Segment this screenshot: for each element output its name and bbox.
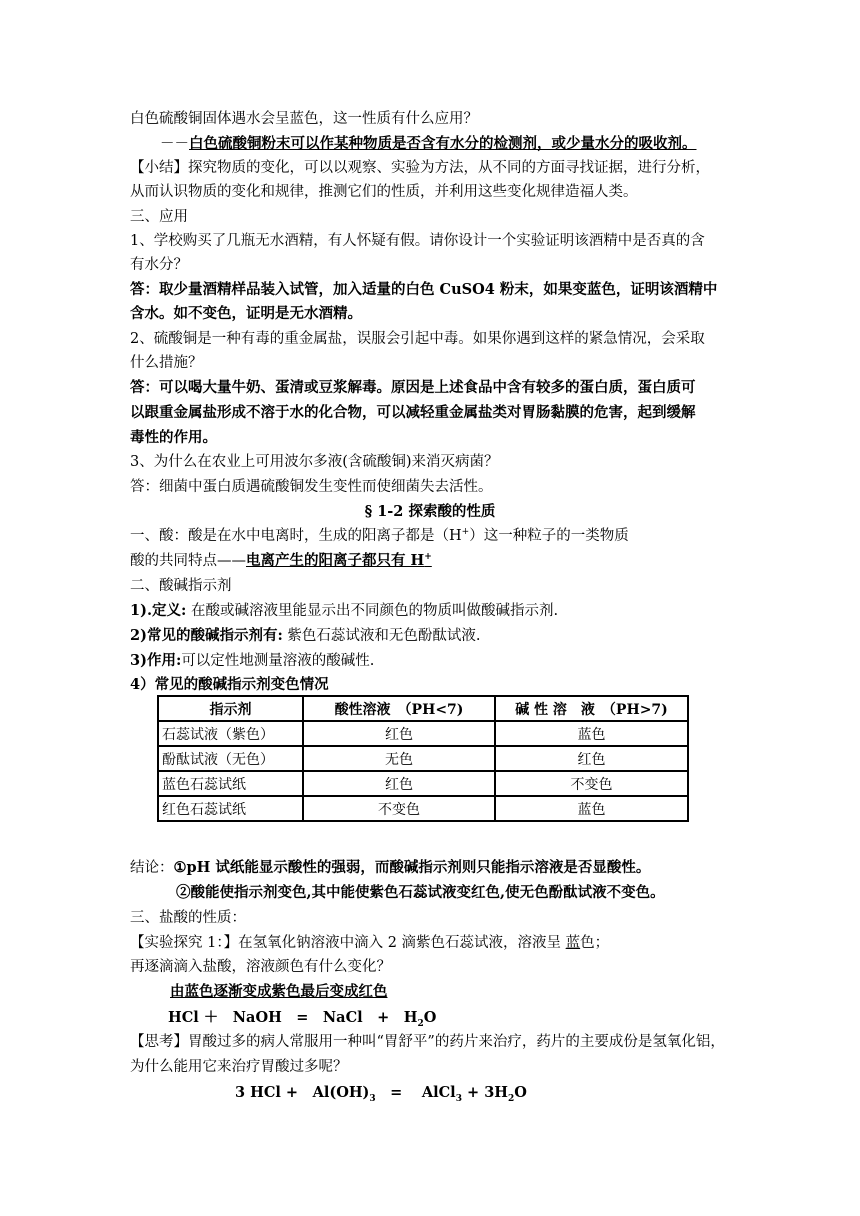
text-segment: 电离产生的阳离子都只有 H xyxy=(246,552,425,569)
superscript: + xyxy=(461,527,470,538)
answer-line xyxy=(160,132,760,156)
table-cell: 蓝色 xyxy=(495,796,688,821)
answer-2-line-2 xyxy=(130,401,730,425)
text-segment: ）这一种粒子的一类物质 xyxy=(469,528,629,544)
table-cell: 蓝色石蕊试纸 xyxy=(158,771,303,796)
summary-text: 【小结】探究物质的变化，可以以观察、实验为方法，从不同的方面寻找证据，进行分析， xyxy=(130,160,710,176)
underlined-answer xyxy=(246,552,432,569)
acid-common-feature xyxy=(130,549,730,573)
table-row xyxy=(158,746,688,771)
table-cell: 不变色 xyxy=(303,796,495,821)
answer-text: 答：取少量酒精样品装入试管，加入适量的白色 CuSO4 粉末，如果变蓝色，证明该酒精中 xyxy=(130,281,718,298)
text-segment: 为什么能用它来治疗胃酸过多呢？ xyxy=(130,1059,348,1075)
answer-text: 由蓝色逐渐变成紫色最后变成红色 xyxy=(170,983,388,1000)
title-text: § 1-2 探索酸的性质 xyxy=(364,503,496,520)
question-text xyxy=(130,107,730,131)
section-heading-indicators xyxy=(130,574,730,598)
answer-3 xyxy=(130,475,730,499)
label: 1).定义: xyxy=(130,602,187,619)
definition-line xyxy=(130,599,730,623)
table-header-cell: 指示剂 xyxy=(158,696,303,721)
function-line xyxy=(130,649,730,673)
subscript: 3 xyxy=(455,1093,462,1104)
question-2-line-1 xyxy=(130,327,730,351)
section-heading xyxy=(130,205,730,229)
text-segment: 【实验探究 1：】在氢氧化钠溶液中滴入 2 滴紫色石蕊试液，溶液呈 xyxy=(130,935,566,951)
answer-text: 答：细菌中蛋白质遇硫酸铜发生变性而使细菌失去活性。 xyxy=(130,479,493,495)
equation-text: 3 HCl + Al(OH) xyxy=(235,1084,370,1101)
table-cell: 红色石蕊试纸 xyxy=(158,796,303,821)
text-segment: 色； xyxy=(580,935,610,951)
subscript: 2 xyxy=(417,1018,424,1029)
table-row xyxy=(158,796,688,821)
underlined-answer: 蓝 xyxy=(565,935,581,951)
table-header-cell: 碱 性 溶 液 （PH>7) xyxy=(495,696,688,721)
superscript: + xyxy=(424,552,432,563)
answer-2-line-1 xyxy=(130,376,730,400)
think-line-2 xyxy=(130,1055,730,1079)
conclusion-text: ②酸能使指示剂变色,其中能使紫色石蕊试液变红色,使无色酚酞试液不变色。 xyxy=(176,884,665,901)
text-segment: 在酸或碱溶液里能显示出不同颜色的物质叫做酸碱指示剂. xyxy=(186,603,559,619)
equation-text: O xyxy=(514,1084,527,1101)
equation-2 xyxy=(235,1081,835,1105)
table-cell: 酚酞试液（无色） xyxy=(158,746,303,771)
table-cell: 红色 xyxy=(495,746,688,771)
answer-2-line-3 xyxy=(130,426,730,450)
experiment-line-1 xyxy=(130,931,730,955)
answer-1-line-2 xyxy=(130,302,730,326)
question-2-line-2 xyxy=(130,351,730,375)
answer-text: 以跟重金属盐形成不溶于水的化合物，可以减轻重金属盐类对胃肠黏膜的危害，起到缓解 xyxy=(130,404,696,421)
question-text: 1、学校购买了几瓶无水酒精，有人怀疑有假。请你设计一个实验证明该酒精中是否真的含 xyxy=(130,233,705,249)
heading-text: 三、盐酸的性质： xyxy=(130,910,246,926)
table-header-cell: 酸性溶液 （PH<7) xyxy=(303,696,495,721)
summary-line-1 xyxy=(130,156,730,180)
text-segment: 酸的共同特点—— xyxy=(130,553,246,569)
answer-underlined: 白色硫酸铜粉末可以作某种物质是否含有水分的检测剂，或少量水分的吸收剂。 xyxy=(189,135,697,152)
table-title xyxy=(130,673,730,697)
heading-text: 二、酸碱指示剂 xyxy=(130,578,232,594)
label: 结论： xyxy=(130,860,174,876)
question-text: 2、硫酸铜是一种有毒的重金属盐，误服会引起中毒。如果你遇到这样的紧急情况，会采取 xyxy=(130,331,705,347)
equation-text: + 3H xyxy=(461,1084,508,1101)
experiment-answer xyxy=(170,980,770,1004)
think-line-1 xyxy=(130,1030,730,1054)
text-segment: 紫色石蕊试液和无色酚酞试液. xyxy=(282,628,481,644)
question-text: 什么措施？ xyxy=(130,355,203,371)
indicator-color-table xyxy=(157,695,689,822)
acid-definition xyxy=(130,524,730,548)
answer-1-line-1 xyxy=(130,278,730,302)
conclusion-text: ①pH 试纸能显示酸性的强弱，而酸碱指示剂则只能指示溶液是否显酸性。 xyxy=(173,859,651,876)
question-text: 有水分？ xyxy=(130,257,188,273)
table-cell: 红色 xyxy=(303,771,495,796)
answer-text: 含水。如不变色，证明是无水酒精。 xyxy=(130,305,362,322)
label: 2)常见的酸碱指示剂有: xyxy=(130,627,283,644)
summary-text: 从而认识物质的变化和规律，推测它们的性质，并利用这些变化规律造福人类。 xyxy=(130,184,638,200)
equation-text: = AlCl xyxy=(375,1084,456,1101)
heading-text: 三、应用 xyxy=(130,209,188,225)
subscript: 3 xyxy=(369,1093,376,1104)
question-1-line-2 xyxy=(130,253,730,277)
dash: －－ xyxy=(160,136,189,152)
table-cell: 无色 xyxy=(303,746,495,771)
section-heading-hcl xyxy=(130,906,730,930)
table-header-row xyxy=(158,696,688,721)
conclusion-line-1 xyxy=(130,856,730,880)
text-segment: 可以定性地测量溶液的酸碱性. xyxy=(181,653,375,669)
title-text: 4）常见的酸碱指示剂变色情况 xyxy=(130,676,329,693)
table-cell: 不变色 xyxy=(495,771,688,796)
summary-line-2 xyxy=(130,180,730,204)
table-cell: 蓝色 xyxy=(495,721,688,746)
text-segment: 【思考】胃酸过多的病人常服用一种叫“胃舒平”的药片来治疗，药片的主要成份是氢氧化铝， xyxy=(130,1034,725,1050)
table-row xyxy=(158,721,688,746)
section-title xyxy=(130,500,730,524)
text-segment: 再逐滴滴入盐酸，溶液颜色有什么变化？ xyxy=(130,959,391,975)
subscript: 2 xyxy=(508,1093,515,1104)
equation-text: O xyxy=(423,1009,437,1026)
paragraph: 白色硫酸铜固体遇水会呈蓝色，这一性质有什么应用？ xyxy=(130,111,478,127)
equation-1 xyxy=(168,1006,768,1030)
table-cell: 石蕊试液（紫色） xyxy=(158,721,303,746)
label: 3)作用: xyxy=(130,652,182,669)
answer-text: 答：可以喝大量牛奶、蛋清或豆浆解毒。原因是上述食品中含有较多的蛋白质，蛋白质可 xyxy=(130,379,696,396)
table-cell: 红色 xyxy=(303,721,495,746)
experiment-line-2 xyxy=(130,955,730,979)
text-segment: 一、酸：酸是在水中电离时，生成的阳离子都是（H xyxy=(130,528,462,544)
table-row xyxy=(158,771,688,796)
question-text: 3、为什么在农业上可用波尔多液(含硫酸铜)来消灭病菌？ xyxy=(130,454,499,470)
question-3 xyxy=(130,450,730,474)
equation-text: HCl ＋ NaOH = NaCl + H xyxy=(168,1009,418,1026)
common-indicators-line xyxy=(130,624,730,648)
conclusion-line-2 xyxy=(176,881,776,905)
answer-text: 毒性的作用。 xyxy=(130,429,217,446)
question-1-line-1 xyxy=(130,229,730,253)
